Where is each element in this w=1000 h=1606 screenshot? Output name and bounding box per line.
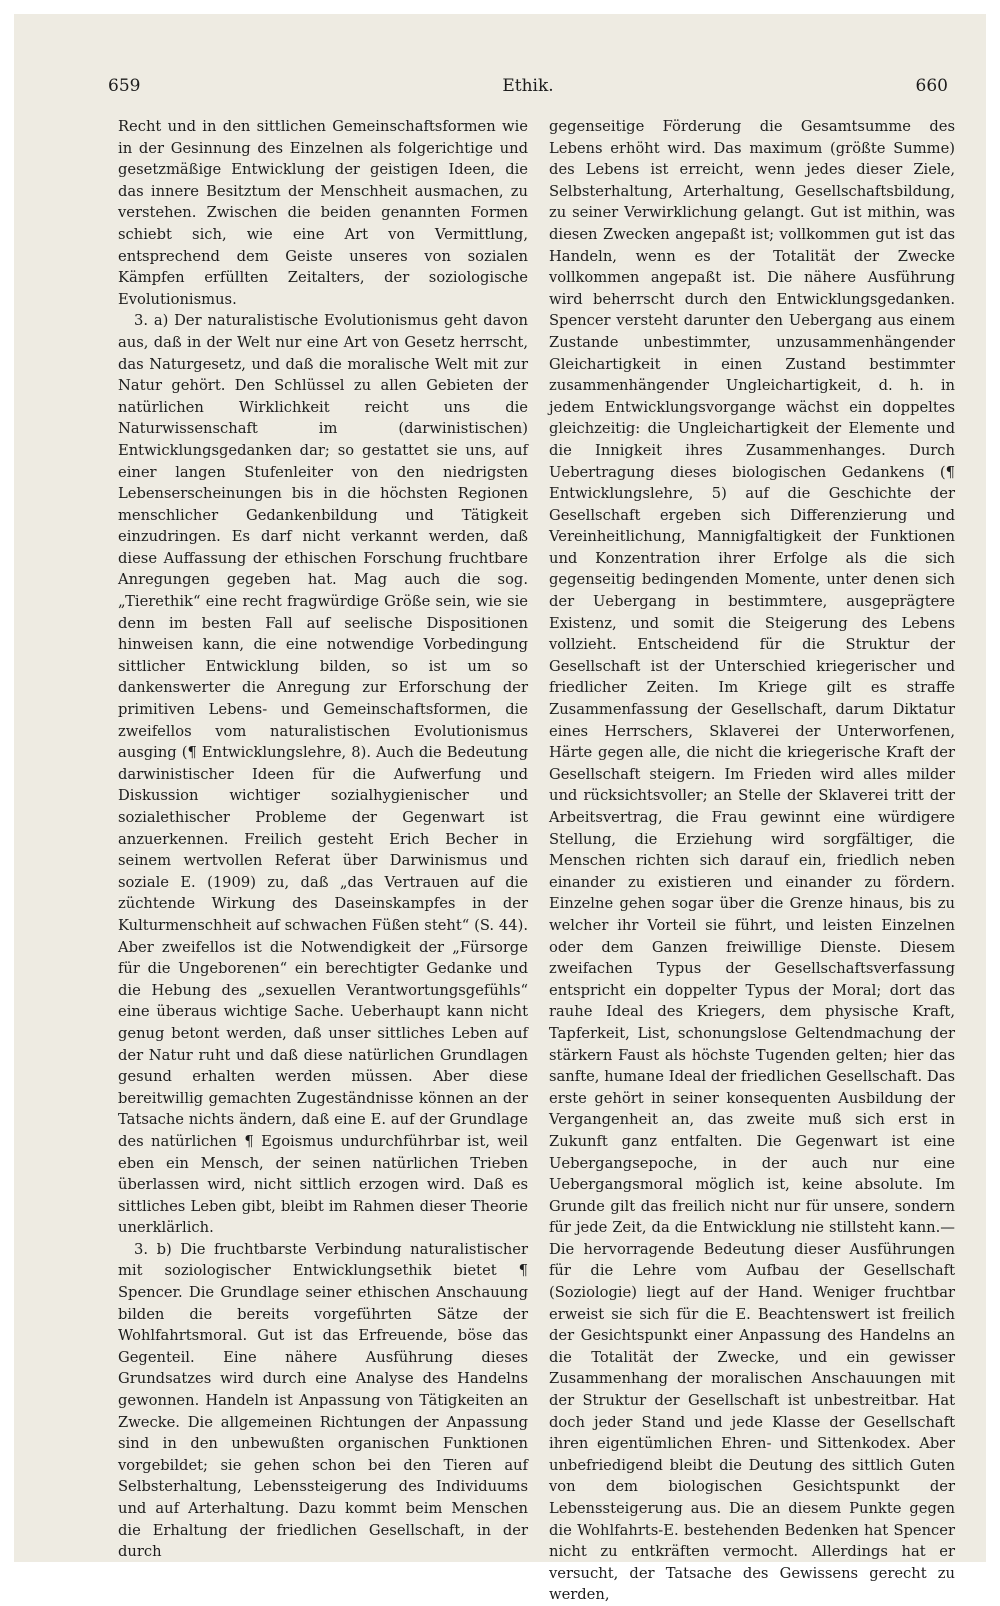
paragraph: 3. a) Der naturalistische Evolutionismus geht davon aus, daß in der Welt nur eine Art von Gesetz herrscht, das Naturgesetz, und daß die moralische Welt mit zur Natur gehört. Den Schlüssel zu allen Gebieten der natürlichen Wirklichkeit reicht uns die Naturwissenschaft im (darwinistischen) Entwicklungsgedanken dar; so gestattet sie uns, auf einer langen Stufenleiter von den niedrigsten Lebenserscheinungen bis in die höchsten Regionen menschlicher Gedankenbildung und Tätigkeit einzudringen. Es darf nicht verkannt werden, daß diese Auffassung der ethischen Forschung fruchtbare Anregungen gegeben hat. Mag auch die sog. „Tierethik“ eine recht fragwürdige Größe sein, wie sie denn im besten Fall auf seelische Dispositionen hinweisen kann, die eine notwendige Vorbedingung sittlicher Entwicklung bilden, so ist um so dankenswerter die Anregung zur Erforschung der primitiven Lebens- und Gemeinschaftsformen, die zweifellos vom naturalistischen Evolutionismus ausging (¶ Entwicklungslehre, 8). Auch die Bedeutung darwinistischer Ideen für die Aufwerfung und Diskussion wichtiger sozialhygienischer und sozialethischer Probleme der Gegenwart ist anzuerkennen. Freilich gesteht Erich Becher in seinem wertvollen Referat über Darwinismus und soziale E. (1909) zu, daß „das Vertrauen auf die züchtende Wirkung des Daseinskampfes in der Kulturmenschheit auf schwachen Füßen steht“ (S. 44). Aber zweifellos ist die Notwendigkeit der „Fürsorge für die Ungeborenen“ ein berechtigter Gedanke und die Hebung des „sexuellen Verantwortungsgefühls“ eine überaus wichtige Sache. Ueberhaupt kann nicht genug betont werden, daß unser sittliches Leben auf der Natur ruht und daß diese natürlichen Grundlagen gesund erhalten werden müssen. Aber diese bereitwillig gemachten Zugeständnisse können an der Tatsache nichts ändern, daß eine E. auf der Grundlage des natürlichen ¶ Egoismus undurchführbar ist, weil eben ein Mensch, der seinen natürlichen Trieben überlassen wird, nicht sittlich erzogen wird. Daß es sittliches Leben gibt, bleibt im Rahmen dieser Theorie unerklärlich. [118, 312, 528, 1237]
paragraph: gegenseitige Förderung die Gesamtsumme des Lebens erhöht wird. Das maximum (größte Summe) des Lebens ist erreicht, wenn jedes dieser Ziele, Selbsterhaltung, Arterhaltung, Gesellschaftsbildung, zu seiner Verwirklichung gelangt. Gut ist mithin, was diesen Zwecken angepaßt ist; vollkommen gut ist das Handeln, wenn es der Totalität der Zwecke vollkommen angepaßt ist. Die nähere Ausführung wird beherrscht durch den Entwicklungsgedanken. Spencer versteht darunter den Uebergang aus einem Zustande unbestimmter, unzusammenhängender Gleichartigkeit in einen Zustand bestimmter zusammenhängender Ungleichartigkeit, d. h. in jedem Entwicklungsvorgange wächst ein doppeltes gleichzeitig: die Ungleichartigkeit der Elemente und die Innigkeit ihres Zusammenhanges. Durch Uebertragung dieses biologischen Gedankens (¶ Entwicklungslehre, 5) auf die Geschichte der Gesellschaft ergeben sich Differenzierung und Vereinheitlichung, Mannigfaltigkeit der Funktionen und Konzentration ihrer Erfolge als die sich gegenseitig bedingenden Momente, unter denen sich der Uebergang in bestimmtere, ausgeprägtere Existenz, und somit die Steigerung des Lebens vollzieht. Entscheidend für die Struktur der Gesellschaft ist der Unterschied kriegerischer und friedlicher Zeiten. Im Kriege gilt es straffe Zusammenfassung der Gesellschaft, darum Diktatur eines Herrschers, Sklaverei der Unterworfenen, Härte gegen alle, die nicht die kriegerische Kraft der Gesellschaft steigern. Im Frieden wird alles milder und rücksichtsvoller; an Stelle der Sklaverei tritt der Arbeitsvertrag, die Frau gewinnt eine würdigere Stellung, die Erziehung wird sorgfältiger, die Menschen richten sich darauf ein, friedlich neben einander zu existieren und einander zu fördern. Einzelne gehen sogar über die Grenze hinaus, bis zu welcher ihr Vorteil sie führt, und leisten Einzelnen oder dem Ganzen freiwillige Dienste. Diesem zweifachen Typus der Gesellschaftsverfassung entspricht ein doppelter Typus der Moral; dort das rauhe Ideal des Kriegers, dem physische Kraft, Tapferkeit, List, schonungslose Geltendmachung der stärkern Faust als höchste Tugenden gelten; hier das sanfte, humane Ideal der friedlichen Gesellschaft. Das erste gehört in seiner konsequenten Ausbildung der Vergangenheit an, das zweite muß sich erst in Zukunft ganz entfalten. Die Gegenwart ist eine Uebergangsepoche, in der auch nur eine Uebergangsmoral möglich ist, keine absolute. Im Grunde gilt das freilich nicht nur für unsere, sondern für jede Zeit, da die Entwicklung nie stillsteht kann.—Die hervorragende Bedeutung dieser Ausführungen für die Lehre vom Aufbau der Gesellschaft (Soziologie) liegt auf der Hand. Weniger fruchtbar erweist sie sich für die E. Beachtenswert ist freilich der Gesichtspunkt einer Anpassung des Handelns an die Totalität der Zwecke, und ein gewisser Zusammenhang der moralischen Anschauungen mit der Struktur der Gesellschaft ist unbestreitbar. Hat doch jeder Stand und jede Klasse der Gesellschaft ihren eigentümlichen Ehren- und Sittenkodex. Aber unbefriedigend bleibt die Deutung des sittlich Guten von dem biologischen Gesichtspunkt der Lebenssteigerung aus. Die an diesem Punkte gegen die Wohlfahrts-E. bestehenden Bedenken hat Spencer nicht zu entkräften vermocht. Allerdings hat er versucht, der Tatsache des Gewissens gerecht zu werden, [549, 118, 955, 1604]
paragraph: 3. b) Die fruchtbarste Verbindung naturalistischer mit soziologischer Entwicklungsethik bietet ¶ Spencer. Die Grundlage seiner ethischen Anschauung bilden die bereits vorgeführten Sätze der Wohlfahrtsmoral. Gut ist das Erfreuende, böse das Gegenteil. Eine nähere Ausführung dieses Grundsatzes wird durch eine Analyse des Handelns gewonnen. Handeln ist Anpassung von Tätigkeiten an Zwecke. Die allgemeinen Richtungen der Anpassung sind in den unbewußten organischen Funktionen vorgebildet; sie gehen schon bei den Tieren auf Selbsterhaltung, Lebenssteigerung des Individuums und auf Arterhaltung. Dazu kommt beim Menschen die Erhaltung der friedlichen Gesellschaft, in der durch [118, 1240, 528, 1561]
running-header [108, 76, 948, 98]
paragraph: Recht und in den sittlichen Gemeinschaftsformen wie in der Gesinnung des Einzelnen als folgerichtige und gesetzmäßige Entwicklung der geistigen Ideen, die das innere Besitztum der Menschheit ausmachen, zu verstehen. Zwischen die beiden genannten Formen schiebt sich, wie eine Art von Vermittlung, entsprechend dem Geiste unseres von sozialen Kämpfen erfüllten Zeitalters, der soziologische Evolutionismus. [118, 118, 528, 308]
running-title: Ethik. [502, 76, 554, 96]
page-number-right: 660 [915, 76, 948, 96]
page-number-left: 659 [108, 76, 141, 96]
right-column [549, 116, 955, 1604]
book-page [14, 14, 986, 1604]
left-column [118, 116, 528, 1561]
